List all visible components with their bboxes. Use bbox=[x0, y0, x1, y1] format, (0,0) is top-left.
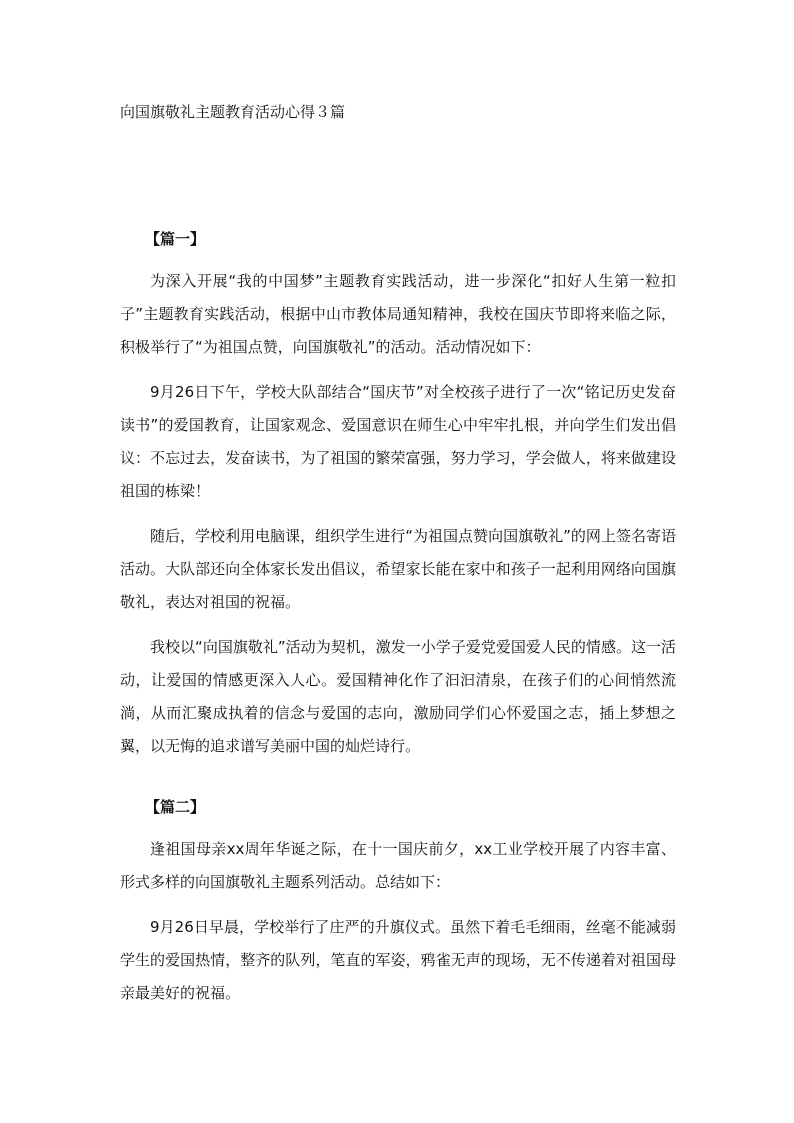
paragraph: 为深入开展“我的中国梦”主题教育实践活动，进一步深化“扣好人生第一粒扣子”主题教育实践活动，根据中山市教体局通知精神，我校在国庆节即将来临之际，积极举行了“为祖国点赞，向国旗敬礼”的活动。活动情况如下： bbox=[120, 272, 676, 356]
paragraph: 逢祖国母亲xx周年华诞之际，在十一国庆前夕，xx工业学校开展了内容丰富、形式多样的向国旗敬礼主题系列活动。总结如下： bbox=[120, 840, 676, 891]
paragraph: 9月26日早晨，学校举行了庄严的升旗仪式。虽然下着毛毛细雨，丝毫不能减弱学生的爱国热情，整齐的队列，笔直的军姿，鸦雀无声的现场，无不传递着对祖国母亲最美好的祝福。 bbox=[120, 918, 676, 1002]
document-body bbox=[120, 225, 676, 1022]
section-heading: 【篇一】 bbox=[145, 230, 206, 248]
section-1 bbox=[120, 225, 676, 763]
paragraph: 我校以“向国旗敬礼”活动为契机，激发一小学子爱党爱国爱人民的情感。这一活动，让爱国的情感更深入人心。爱国精神化作了汩汩清泉，在孩子们的心间悄然流淌，从而汇聚成执着的信念与爱国的志向，激励同学们心怀爱国之志，插上梦想之翼，以无悔的追求谱写美丽中国的灿烂诗行。 bbox=[120, 638, 676, 755]
document-title: 向国旗敬礼主题教育活动心得３篇 bbox=[120, 103, 346, 121]
paragraph: 随后，学校利用电脑课，组织学生进行“为祖国点赞向国旗敬礼”的网上签名寄语活动。大队部还向全体家长发出倡议，希望家长能在家中和孩子一起利用网络向国旗敬礼，表达对祖国的祝福。 bbox=[120, 527, 676, 611]
paragraph: 9月26日下午，学校大队部结合“国庆节”对全校孩子进行了一次“铭记历史发奋读书”的爱国教育，让国家观念、爱国意识在师生心中牢牢扎根，并向学生们发出倡议：不忘过去，发奋读书，为了祖国的繁荣富强，努力学习，学会做人，将来做建设祖国的栋梁！ bbox=[120, 383, 676, 500]
section-heading: 【篇二】 bbox=[145, 798, 206, 816]
section-2 bbox=[120, 793, 676, 1010]
